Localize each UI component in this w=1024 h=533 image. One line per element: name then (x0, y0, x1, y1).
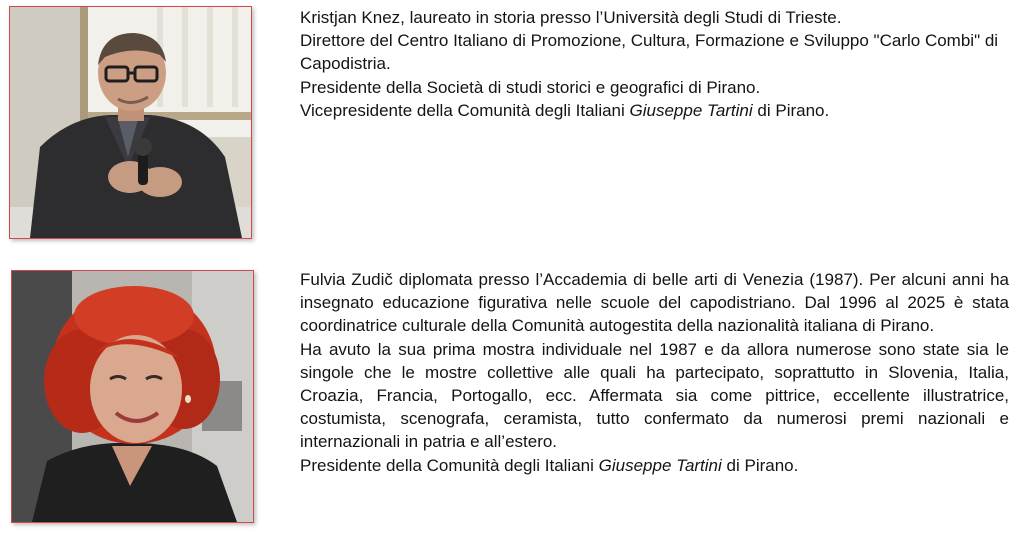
bio-text: Presidente della Comunità degli Italiani (300, 455, 599, 475)
bio-text: Vicepresidente della Comunità degli Italiani (300, 100, 630, 120)
bio-text: di Pirano. (752, 100, 830, 120)
bio-kristjan-knez (300, 6, 1009, 122)
bio-line (300, 99, 1009, 122)
portrait-photo-kristjan-knez (9, 6, 252, 239)
bio-line (300, 454, 1009, 477)
portrait-photo-fulvia-zudic (11, 270, 254, 523)
bio-text: diplomata presso l’Accademia di belle arti di Venezia (1987). Per alcuni anni ha insegnato educazione figurativa nelle scuole del capodistriano. Dal 1996 al 2025 è stata coordinatrice culturale della Comunità autogestita della nazionalità italiana di Pirano. (300, 270, 1009, 336)
person-name: Fulvia Zudič (300, 270, 393, 289)
bio-fulvia-zudic (300, 268, 1009, 477)
italic-text: Giuseppe Tartini (629, 100, 753, 120)
italic-text: Giuseppe Tartini (598, 455, 722, 475)
bio-line: Direttore del Centro Italiano di Promozione, Cultura, Formazione e Sviluppo "Carlo Combi" di Capodistria. (300, 31, 999, 74)
bio-line (300, 6, 1009, 29)
bio-line: Presidente della Società di studi storici e geografici di Pirano. (300, 77, 761, 97)
bio-text: , laureato in storia presso l’Università degli Studi di Trieste. (400, 8, 842, 27)
bio-paragraph (300, 268, 1009, 338)
bio-text: di Pirano. (721, 455, 799, 475)
person-name: Kristjan Knez (300, 8, 401, 27)
bio-paragraph: Ha avuto la sua prima mostra individuale nel 1987 e da allora numerose sono state sia le singole che le mostre collettive alle quali ha partecipato, soprattutto in Slovenia, Italia, Croazia, Francia, Portogallo, ecc. Affermata sia come pittrice, eccellente illustratrice, costumista, scenografa, ceramista, tutto confermato da numerosi premi nazionali e internazionali in patria e all’estero. (300, 339, 1009, 452)
